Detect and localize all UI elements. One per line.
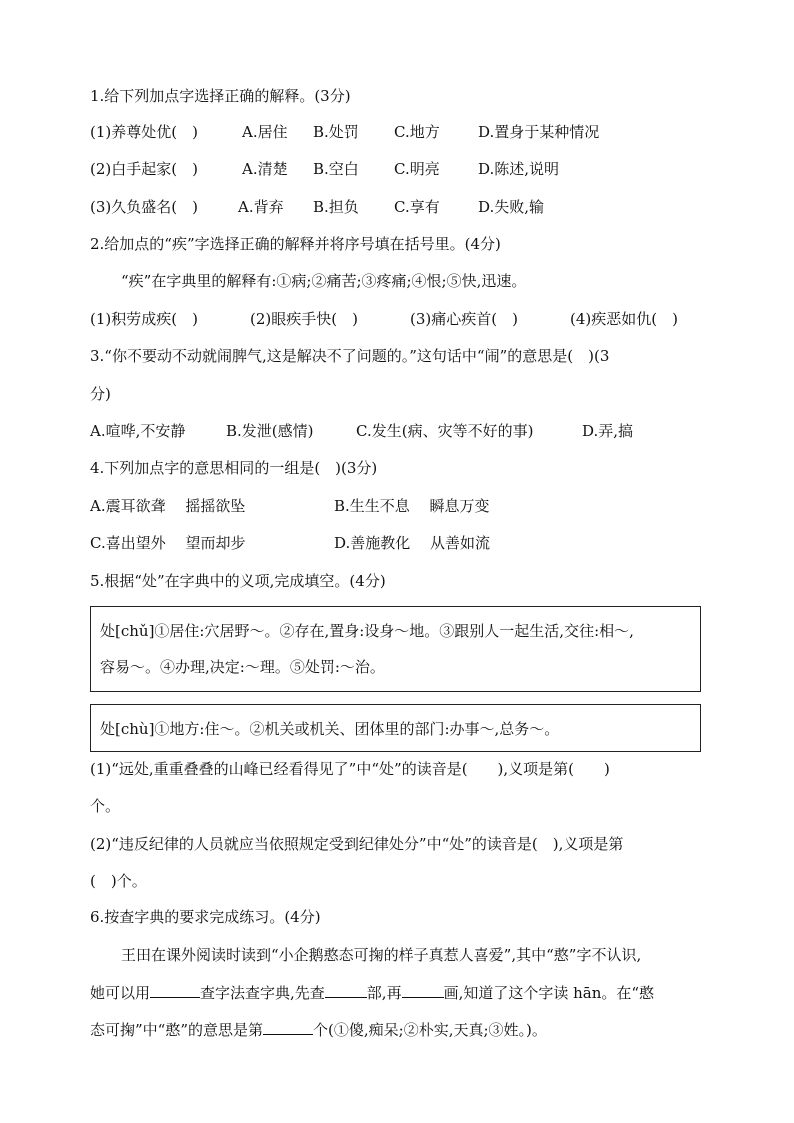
q1-option-a: A.居住	[242, 123, 288, 141]
q4-title: 4.下列加点字的意思相同的一组是( )(3分)	[90, 459, 378, 477]
q6-text: 查字法查字典,先查	[200, 984, 325, 1002]
q6-paragraph-line-2	[90, 983, 654, 1003]
q5-title: 5.根据“处”在字典中的义项,完成填空。(4分)	[90, 572, 386, 590]
q1-option-d: D.置身于某种情况	[478, 123, 600, 141]
dictionary-entry-chu3	[90, 606, 701, 692]
q1-item-1: (1)养尊处优( )	[90, 123, 198, 141]
q2-item-4: (4)疾恶如仇( )	[570, 310, 678, 328]
q6-text: 个(①傻,痴呆;②朴实,天真;③姓。)。	[313, 1021, 547, 1039]
q4-option-a: A.震耳欲聋 摇摇欲坠	[90, 497, 246, 515]
answer-blank-radical[interactable]	[325, 997, 367, 998]
q1-item-2: (2)白手起家( )	[90, 160, 198, 178]
q6-title: 6.按查字典的要求完成练习。(4分)	[90, 908, 321, 926]
answer-blank-strokes[interactable]	[402, 997, 444, 998]
q6-paragraph-line-1: 王田在课外阅读时读到“小企鹅憨态可掬的样子真惹人喜爱”,其中“憨”字不认识,	[121, 946, 642, 964]
q3-question-line-1: 3.“你不要动不动就闹脾气,这是解决不了问题的。”这句话中“闹”的意思是( )(3	[90, 347, 610, 365]
q6-text: 态可掬”中“憨”的意思是第	[90, 1021, 264, 1039]
q1-option-c: C.明亮	[394, 160, 440, 178]
q1-option-b: B.空白	[313, 160, 359, 178]
q2-definition: “疾”在字典里的解释有:①病;②痛苦;③疼痛;④恨;⑤快,迅速。	[121, 272, 527, 290]
q1-item-3: (3)久负盛名( )	[90, 198, 198, 216]
q3-option-d: D.弄,搞	[582, 422, 634, 440]
q1-option-a: A.背弃	[238, 198, 284, 216]
q3-question-line-2: 分)	[90, 385, 111, 403]
q3-option-c: C.发生(病、灾等不好的事)	[356, 422, 534, 440]
q3-option-b: B.发泄(感情)	[226, 422, 314, 440]
q2-item-2: (2)眼疾手快( )	[250, 310, 358, 328]
q1-option-c: C.地方	[394, 123, 440, 141]
q5-subquestion-2-line-2: ( )个。	[90, 872, 147, 890]
q1-option-b: B.担负	[313, 198, 359, 216]
q1-option-c: C.享有	[394, 198, 440, 216]
q6-text: 她可以用	[90, 984, 151, 1002]
q4-option-b: B.生生不息 瞬息万变	[334, 497, 490, 515]
q5-subquestion-2-line-1: (2)“违反纪律的人员就应当依照规定受到纪律处分”中“处”的读音是( ),义项是第	[90, 835, 624, 853]
q2-item-1: (1)积劳成疾( )	[90, 310, 198, 328]
dictionary-entry-chu4	[90, 704, 701, 752]
entry-chu4-line-1: 处[chù]①地方:住～。②机关或机关、团体里的部门:办事～,总务～。	[100, 720, 560, 738]
q6-paragraph-line-3	[90, 1020, 547, 1040]
q4-option-c: C.喜出望外 望而却步	[90, 534, 246, 552]
q4-option-d: D.善施教化 从善如流	[334, 534, 491, 552]
entry-chu3-line-2: 容易～。④办理,决定:～理。⑤处罚:～治。	[100, 658, 385, 676]
q5-subquestion-1-line-2: 个。	[90, 797, 121, 815]
q1-title: 1.给下列加点字选择正确的解释。(3分)	[90, 87, 351, 105]
q2-title: 2.给加点的“疾”字选择正确的解释并将序号填在括号里。(4分)	[90, 235, 501, 253]
entry-chu3-line-1: 处[chǔ]①居住:穴居野～。②存在,置身:设身～地。③跟别人一起生活,交往:相～,	[100, 622, 634, 640]
q5-subquestion-1-line-1: (1)“远处,重重叠叠的山峰已经看得见了”中“处”的读音是( ),义项是第( )	[90, 760, 610, 778]
q6-text: 部,再	[366, 984, 402, 1002]
q6-text: 画,知道了这个字读 hān。在“憨	[443, 984, 655, 1002]
q2-item-3: (3)痛心疾首( )	[410, 310, 518, 328]
q1-option-b: B.处罚	[313, 123, 359, 141]
q3-option-a: A.喧哗,不安静	[90, 422, 186, 440]
q1-option-a: A.清楚	[242, 160, 288, 178]
q1-option-d: D.陈述,说明	[478, 160, 560, 178]
q1-option-d: D.失败,输	[478, 198, 545, 216]
answer-blank-method[interactable]	[150, 997, 200, 998]
answer-blank-meaning[interactable]	[263, 1034, 313, 1035]
